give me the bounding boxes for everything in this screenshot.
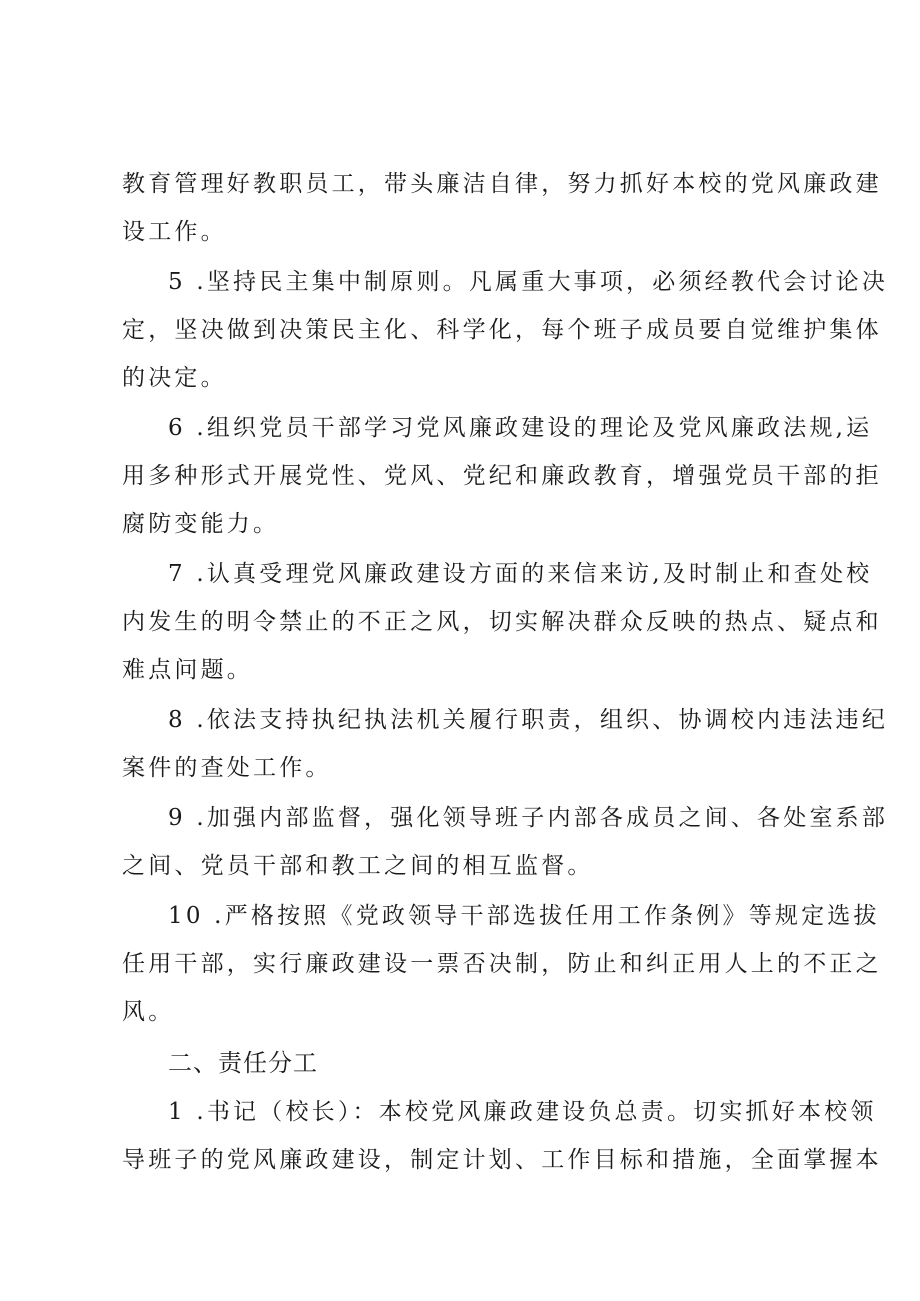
- text-line: 案件的查处工作。: [122, 755, 332, 781]
- text-line: 10 .严格按照《党政领导干部选拔任用工作条例》等规定选拔: [168, 903, 880, 929]
- paragraph-duty-1: [122, 1088, 882, 1184]
- text-line: 定，坚决做到决策民主化、科学化，每个班子成员要自觉维护集体: [122, 317, 882, 343]
- text-line: 设工作。: [122, 219, 227, 245]
- text-line: 腐防变能力。: [122, 511, 280, 537]
- paragraph-item-6: [122, 404, 882, 548]
- text-line: 7 .认真受理党风廉政建设方面的来信来访,及时制止和查处校: [168, 561, 873, 587]
- paragraph-item-7: [122, 550, 882, 694]
- paragraph-item-10: [122, 892, 882, 1036]
- text-line: 教育管理好教职员工，带头廉洁自律，努力抓好本校的党风廉政建: [122, 171, 882, 197]
- text-line: 5 .坚持民主集中制原则。凡属重大事项，必须经教代会讨论决: [168, 269, 889, 295]
- text-line: 之间、党员干部和教工之间的相互监督。: [122, 853, 594, 879]
- text-line: 1 .书记（校长）：本校党风廉政建设负总责。切实抓好本校领: [168, 1099, 877, 1125]
- text-line: 的决定。: [122, 365, 227, 391]
- paragraph-item-8: [122, 696, 889, 792]
- text-line: 导班子的党风廉政建设，制定计划、工作目标和措施，全面掌握本: [122, 1147, 882, 1173]
- document-page: [122, 160, 889, 1184]
- text-line: 6 .组织党员干部学习党风廉政建设的理论及党风廉政法规,运: [168, 415, 873, 441]
- text-line: 难点问题。: [122, 657, 253, 683]
- paragraph-item-9: [122, 794, 889, 890]
- text-line: 风。: [122, 999, 175, 1025]
- text-line: 内发生的明令禁止的不正之风，切实解决群众反映的热点、疑点和: [122, 609, 882, 635]
- text-line: 任用干部，实行廉政建设一票否决制，防止和纠正用人上的不正之: [122, 951, 882, 977]
- text-line: 9 .加强内部监督，强化领导班子内部各成员之间、各处室系部: [168, 805, 889, 831]
- paragraph-continuation: [122, 160, 882, 256]
- text-line: 8 .依法支持执纪执法机关履行职责，组织、协调校内违法违纪: [168, 707, 889, 733]
- text-line: 用多种形式开展党性、党风、党纪和廉政教育，增强党员干部的拒: [122, 463, 882, 489]
- section-heading: 二、责任分工: [168, 1049, 318, 1077]
- paragraph-item-5: [122, 258, 889, 402]
